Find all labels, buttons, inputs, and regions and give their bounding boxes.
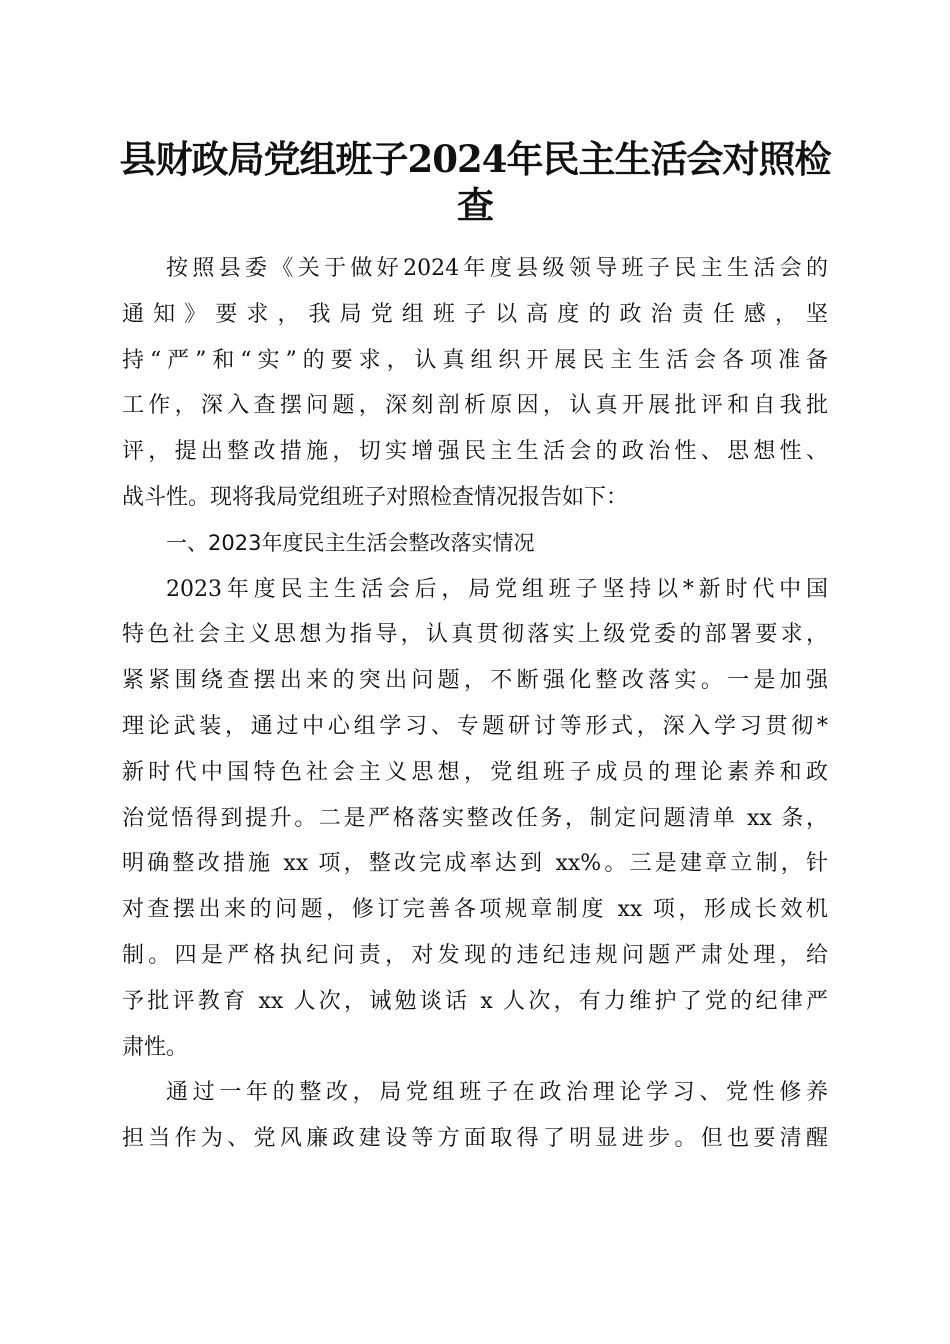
text-line: 紧紧围绕查摆出来的突出问题，不断强化整改落实。一是加强 [122, 668, 828, 694]
text-line: 通知》要求，我局党组班子以高度的政治责任感，坚 [122, 301, 828, 327]
text-line: 特色社会主义思想为指导，认真贯彻落实上级党委的部署要求， [122, 622, 828, 648]
section-heading [122, 521, 828, 567]
text-line: 战斗性。现将我局党组班子对照检查情况报告如下： [122, 484, 629, 510]
document-body [122, 246, 828, 1162]
text-line: 一、2023年度民主生活会整改落实情况 [166, 530, 535, 555]
text-line: 2023年度民主生活会后，局党组班子坚持以*新时代中国 [166, 576, 828, 602]
text-line: 制。四是严格执纪问责，对发现的违纪违规问题严肃处理，给 [122, 942, 828, 968]
text-line: 担当作为、党风廉政建设等方面取得了明显进步。但也要清醒 [122, 1126, 828, 1152]
text-line: 工作，深入查摆问题，深刻剖析原因，认真开展批评和自我批 [122, 393, 828, 419]
paragraph [122, 246, 828, 521]
text-line: 治觉悟得到提升。二是严格落实整改任务，制定问题清单 xx 条， [122, 805, 828, 831]
text-line: 理论武装，通过中心组学习、专题研讨等形式，深入学习贯彻* [122, 713, 828, 739]
text-line: 评，提出整改措施，切实增强民主生活会的政治性、思想性、 [122, 439, 828, 465]
text-line: 予批评教育 xx 人次，诫勉谈话 x 人次，有力维护了党的纪律严 [122, 988, 828, 1014]
text-line: 持“严”和“实”的要求，认真组织开展民主生活会各项准备 [122, 347, 828, 373]
text-line: 通过一年的整改，局党组班子在政治理论学习、党性修养 [166, 1080, 828, 1106]
text-line: 明确整改措施 xx 项，整改完成率达到 xx%。三是建章立制，针 [122, 851, 828, 877]
paragraph [122, 1070, 828, 1162]
text-line: 按照县委《关于做好2024年度县级领导班子民主生活会的 [166, 256, 828, 281]
paragraph [122, 567, 828, 1071]
text-line: 对查摆出来的问题，修订完善各项规章制度 xx 项，形成长效机 [122, 897, 828, 923]
document-title [110, 136, 840, 228]
text-line: 肃性。 [122, 1034, 189, 1060]
title-line-2: 查 [457, 183, 493, 227]
text-line: 新时代中国特色社会主义思想，党组班子成员的理论素养和政 [122, 759, 828, 785]
title-line-1: 县财政局党组班子2024年民主生活会对照检 [119, 137, 831, 181]
